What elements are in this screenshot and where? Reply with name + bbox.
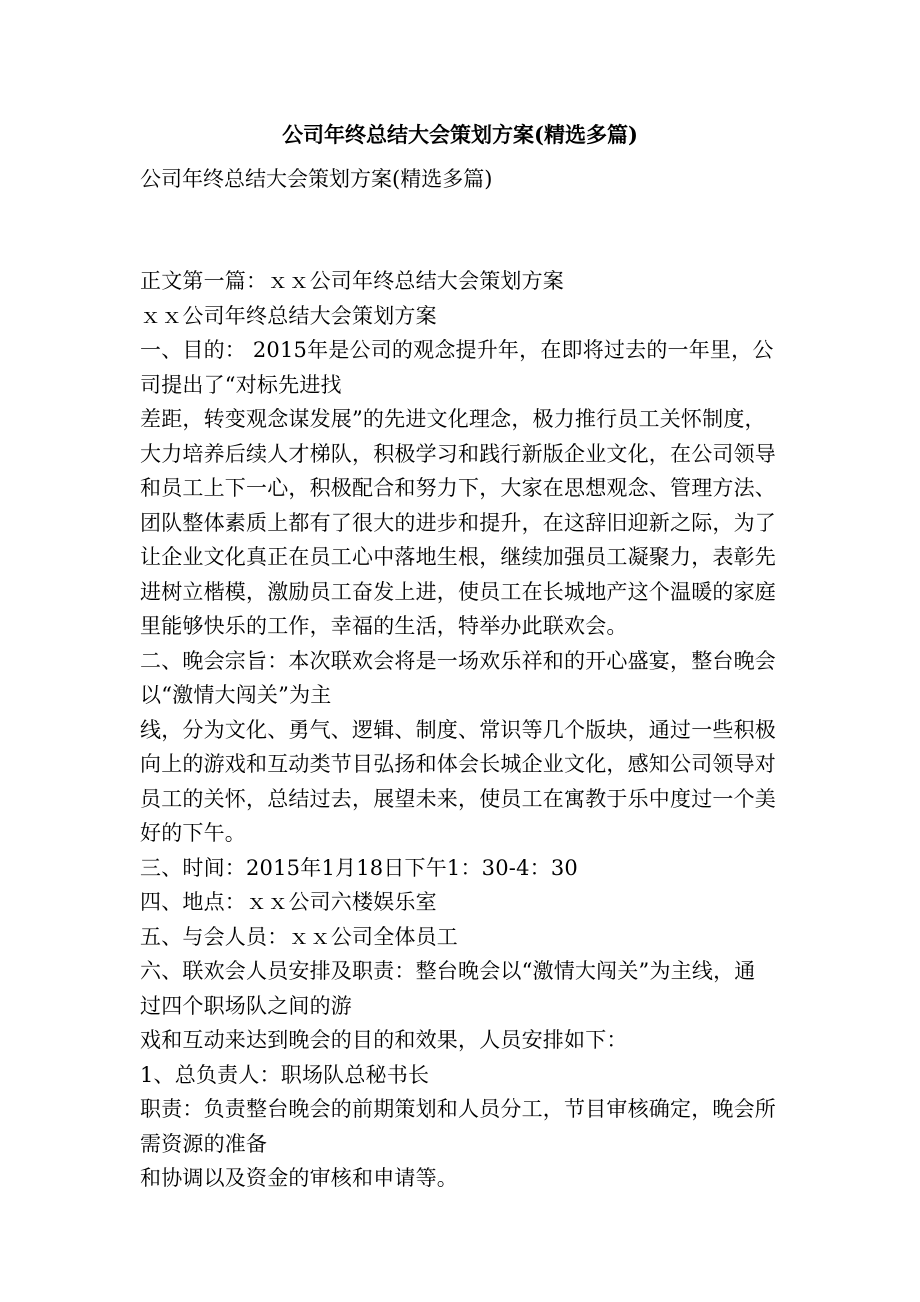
body-line: 以“激情大闯关”为主 — [140, 683, 332, 707]
body-line: 过四个职场队之间的游 — [140, 993, 352, 1018]
body-line: 六、联欢会人员安排及职责：整台晚会以“激情大闯关”为主线，通 — [140, 959, 756, 983]
body-line: 好的下午。 — [140, 821, 246, 845]
body-line: 和员工上下一心，积极配合和努力下，大家在思想观念、管理方法、 — [140, 476, 776, 500]
body-line: 大力培养后续人才梯队，积极学习和践行新版企业文化，在公司领导 — [140, 441, 776, 466]
body-line: 需资源的准备 — [140, 1131, 268, 1156]
body-line: 一、目的： 2015年是公司的观念提升年，在即将过去的一年里，公 — [140, 338, 774, 362]
body-line: 职责：负责整台晚会的前期策划和人员分工，节目审核确定，晚会所 — [140, 1097, 776, 1121]
body-line: 进树立楷模，激励员工奋发上进，使员工在长城地产这个温暖的家庭 — [140, 579, 776, 604]
body-line: 里能够快乐的工作，幸福的生活，特举办此联欢会。 — [140, 614, 628, 638]
body-line: 正文第一篇：ｘｘ公司年终总结大会策划方案 — [140, 269, 564, 293]
body-line: 戏和互动来达到晚会的目的和效果，人员安排如下： — [140, 1028, 628, 1052]
body-line: 线，分为文化、勇气、逻辑、制度、常识等几个版块，通过一些积极 — [140, 717, 776, 742]
body-line: 员工的关怀，总结过去，展望未来，使员工在寓教于乐中度过一个美 — [140, 786, 776, 811]
body-line: 四、地点：ｘｘ公司六楼娱乐室 — [140, 890, 437, 914]
body-line: ｘｘ公司年终总结大会策划方案 — [140, 303, 437, 328]
document-subtitle: 公司年终总结大会策划方案(精选多篇) — [140, 167, 493, 191]
body-line: 三、时间：2015年1月18日下午1：30-4：30 — [140, 855, 578, 880]
body-line: 团队整体素质上都有了很大的进步和提升，在这辞旧迎新之际，为了 — [140, 510, 776, 535]
body-line: 司提出了“对标先进找 — [140, 372, 342, 397]
body-line: 五、与会人员：ｘｘ公司全体员工 — [140, 924, 458, 949]
body-line: 差距，转变观念谋发展”的先进文化理念，极力推行员工关怀制度， — [140, 407, 766, 431]
body-line: 向上的游戏和互动类节目弘扬和体会长城企业文化，感知公司领导对 — [140, 752, 776, 776]
body-line: 二、晚会宗旨：本次联欢会将是一场欢乐祥和的开心盛宴，整台晚会 — [140, 648, 776, 673]
body-line: 让企业文化真正在员工心中落地生根，继续加强员工凝聚力，表彰先 — [140, 545, 776, 569]
body-line: 和协调以及资金的审核和申请等。 — [140, 1166, 458, 1190]
body-line: 1、总负责人：职场队总秘书长 — [140, 1062, 430, 1087]
document-title: 公司年终总结大会策划方案(精选多篇) — [282, 122, 638, 147]
document-body — [140, 264, 820, 1196]
